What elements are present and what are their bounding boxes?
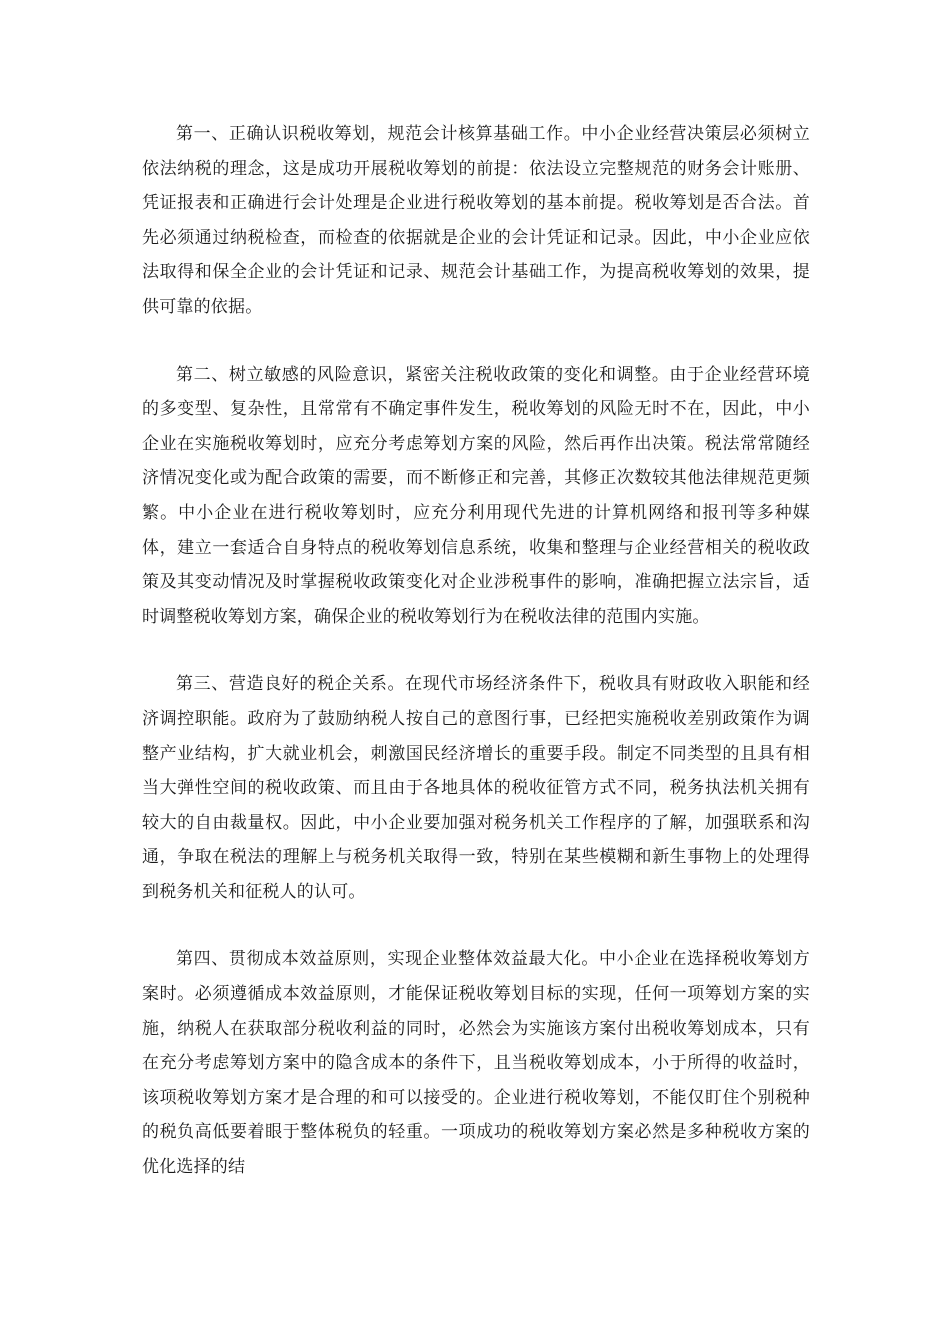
document-body xyxy=(142,117,810,1218)
paragraph-1: 第一、正确认识税收筹划，规范会计核算基础工作。中小企业经营决策层必须树立依法纳税的理念，这是成功开展税收筹划的前提：依法设立完整规范的财务会计账册、凭证报表和正确进行会计处理是企业进行税收筹划的基本前提。税收筹划是否合法。首先必须通过纳税检查，而检查的依据就是企业的会计凭证和记录。因此，中小企业应依法取得和保全企业的会计凭证和记录、规范会计基础工作，为提高税收筹划的效果，提供可靠的依据。 xyxy=(142,124,810,317)
paragraph-2: 第二、树立敏感的风险意识，紧密关注税收政策的变化和调整。由于企业经营环境的多变型、复杂性，且常常有不确定事件发生，税收筹划的风险无时不在，因此，中小企业在实施税收筹划时，应充分考虑筹划方案的风险，然后再作出决策。税法常常随经济情况变化或为配合政策的需要，而不断修正和完善，其修正次数较其他法律规范更频繁。中小企业在进行税收筹划时，应充分利用现代先进的计算机网络和报刊等多种媒体，建立一套适合自身特点的税收筹划信息系统，收集和整理与企业经营相关的税收政策及其变动情况及时掌握税收政策变化对企业涉税事件的影响，准确把握立法宗旨，适时调整税收筹划方案，确保企业的税收筹划行为在税收法律的范围内实施。 xyxy=(142,364,810,627)
paragraph-4: 第四、贯彻成本效益原则，实现企业整体效益最大化。中小企业在选择税收筹划方案时。必须遵循成本效益原则，才能保证税收筹划目标的实现，任何一项筹划方案的实施，纳税人在获取部分税收利益的同时，必然会为实施该方案付出税收筹划成本，只有在充分考虑筹划方案中的隐含成本的条件下，且当税收筹划成本，小于所得的收益时，该项税收筹划方案才是合理的和可以接受的。企业进行税收筹划，不能仅盯住个别税种的税负高低要着眼于整体税负的轻重。一项成功的税收筹划方案必然是多种税收方案的优化选择的结 xyxy=(142,949,810,1178)
paragraph-3: 第三、营造良好的税企关系。在现代市场经济条件下，税收具有财政收入职能和经济调控职能。政府为了鼓励纳税人按自己的意图行事，已经把实施税收差别政策作为调整产业结构，扩大就业机会，刺激国民经济增长的重要手段。制定不同类型的且具有相当大弹性空间的税收政策、而且由于各地具体的税收征管方式不同，税务执法机关拥有较大的自由裁量权。因此，中小企业要加强对税务机关工作程序的了解，加强联系和沟通，争取在税法的理解上与税务机关取得一致，特别在某些模糊和新生事物上的处理得到税务机关和征税人的认可。 xyxy=(142,674,810,902)
